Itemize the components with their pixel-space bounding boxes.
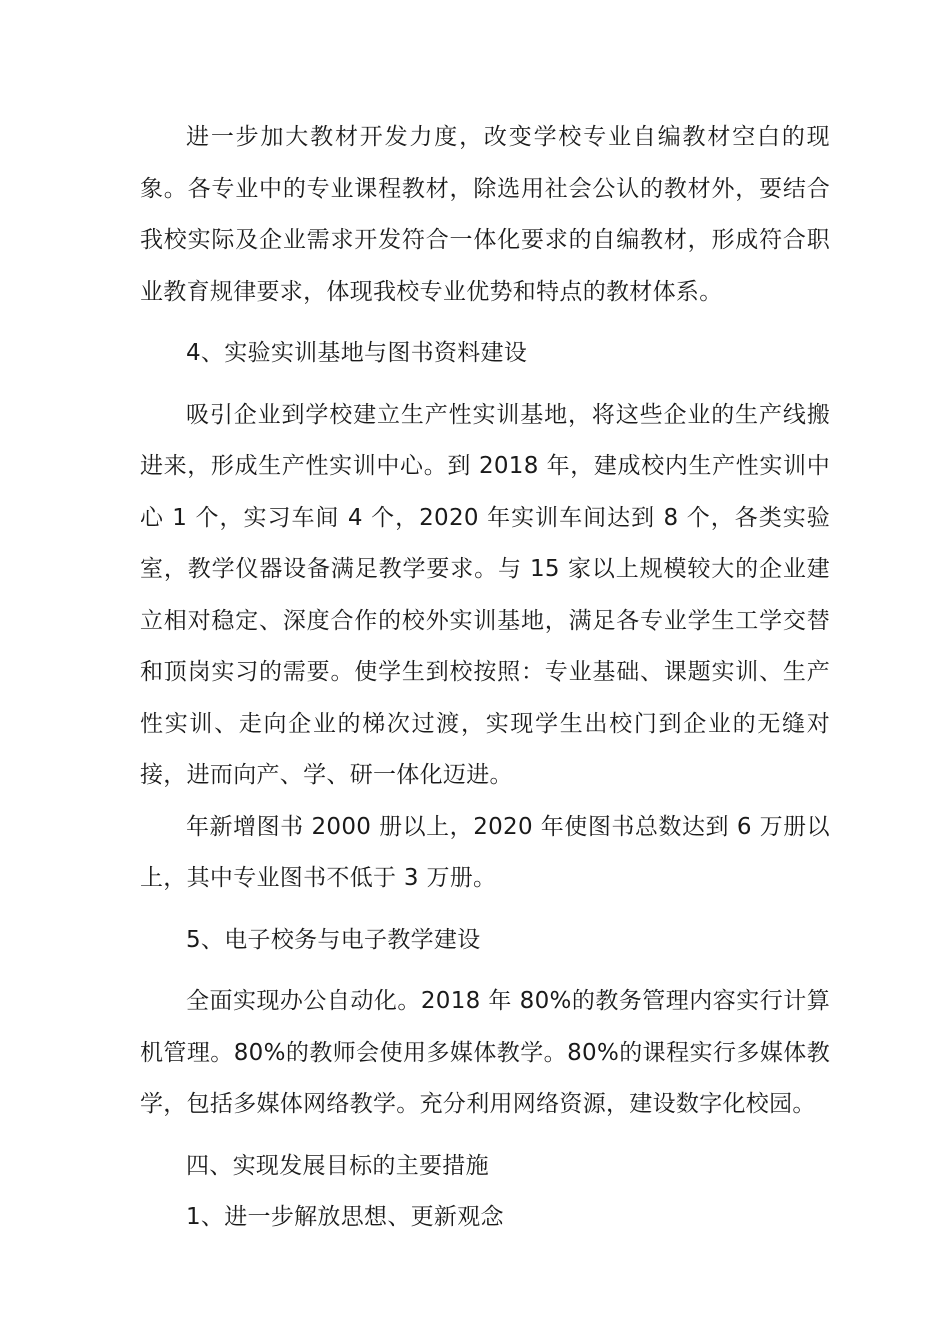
heading-e-affairs-e-teaching: 5、电子校务与电子教学建设 [186, 926, 481, 953]
paragraph-textbook-development: 进一步加大教材开发力度，改变学校专业自编教材空白的现象。各专业中的专业课程教材，除选用社会公认的教材外，要结合我校实际及企业需求开发符合一体化要求的自编教材，形成符合职业教育规律要求，体现我校专业优势和特点的教材体系。 [140, 124, 830, 305]
paragraph-library-books: 年新增图书 2000 册以上，2020 年使图书总数达到 6 万册以上，其中专业图书不低于 3 万册。 [140, 813, 830, 891]
heading-training-base-library: 4、实验实训基地与图书资料建设 [186, 340, 528, 366]
paragraph-training-base: 吸引企业到学校建立生产性实训基地，将这些企业的生产线搬进来，形成生产性实训中心。到 2018 年，建成校内生产性实训中心 1 个，实习车间 4 个，2020 年实训车间达到 8 个，各类实验室，教学仪器设备满足教学要求。与 15 家以上规模较大的企业建立相对稳定、深度合作的校外实训基地，满足各专业学生工学交替和顶岗实习的需要。使学生到校按照：专业基础、课题实训、生产性实训、走向企业的梯次过渡，实现学生出校门到企业的无缝对接，进而向产、学、研一体化迈进。 [140, 401, 830, 788]
heading-main-measures: 四、实现发展目标的主要措施 [186, 1152, 489, 1179]
heading-emancipate-mind: 1、进一步解放思想、更新观念 [186, 1204, 504, 1230]
document-body [140, 112, 830, 1244]
paragraph-office-automation: 全面实现办公自动化。2018 年 80%的教务管理内容实行计算机管理。80%的教师会使用多媒体教学。80%的课程实行多媒体教学，包括多媒体网络教学。充分利用网络资源，建设数字化校园。 [140, 988, 830, 1117]
